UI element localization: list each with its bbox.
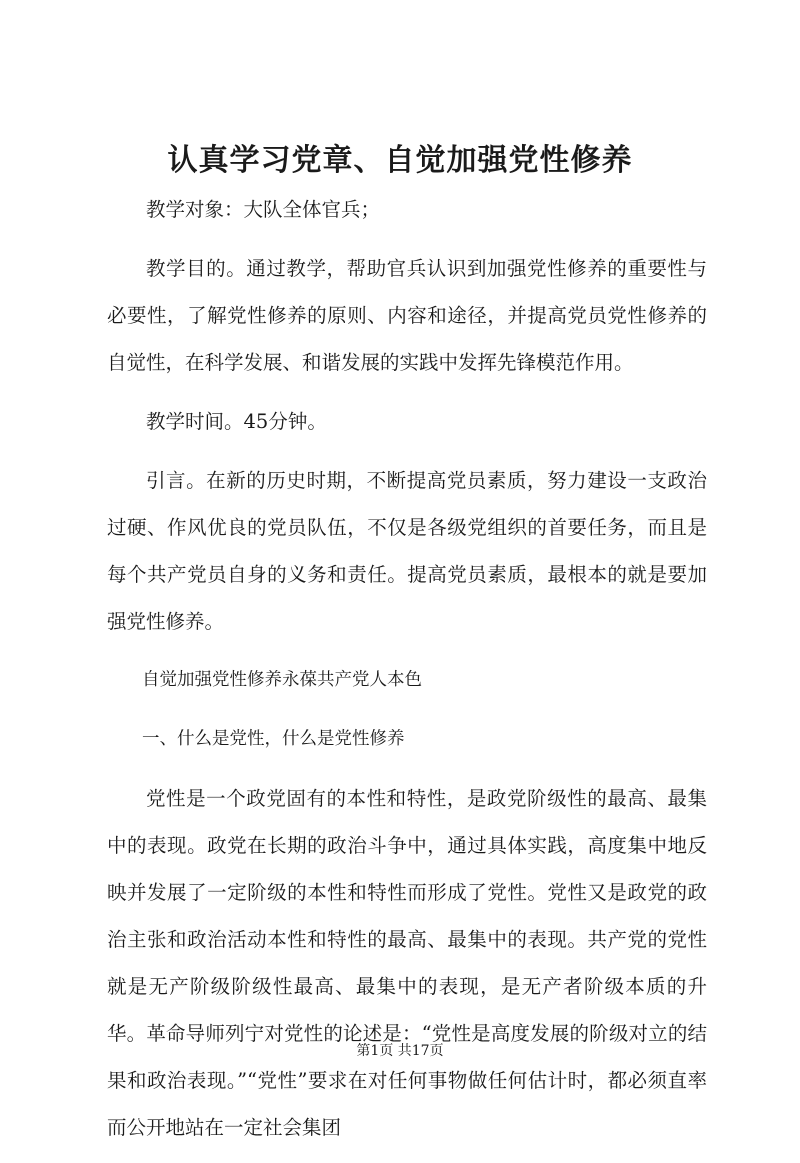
paragraph-party-nature: 党性是一个政党固有的本性和特性，是政党阶级性的最高、最集中的表现。政党在长期的政治斗争中，通过具体实践，高度集中地反映并发展了一定阶级的本性和特性而形成了党性。党性又是政党的政治主张和政治活动本性和特性的最高、最集中的表现。共产党的党性就是无产阶级阶级性最高、最集中的表现，是无产者阶级本质的升华。革命导师列宁对党性的论述是：“党性是高度发展的阶级对立的结果和政治表现。”“党性”要求在对任何事物做任何估计时，都必须直率而公开地站在一定社会集团 [107, 787, 707, 1139]
paragraph-audience: 教学对象：大队全体官兵； [146, 198, 381, 221]
paragraph-duration: 教学时间。45分钟。 [146, 410, 327, 433]
paragraph-objective: 教学目的。通过教学，帮助官兵认识到加强党性修养的重要性与必要性，了解党性修养的原则、内容和途径，并提高党员党性修养的自觉性，在科学发展、和谐发展的实践中发挥先锋模范作用。 [107, 257, 707, 374]
document-body [107, 186, 707, 1163]
subsection-heading: 一、什么是党性，什么是党性修养 [142, 729, 405, 749]
paragraph-introduction: 引言。在新的历史时期，不断提高党员素质，努力建设一支政治过硬、作风优良的党员队伍，不仅是各级党组织的首要任务，而且是每个共产党员自身的义务和责任。提高党员素质，最根本的就是要加强党性修养。 [107, 469, 707, 633]
document-title: 认真学习党章、自觉加强党性修养 [167, 143, 633, 178]
section-heading: 自觉加强党性修养永葆共产党人本色 [142, 670, 422, 690]
page-number-footer: 第1页 共17页 [356, 1043, 444, 1059]
